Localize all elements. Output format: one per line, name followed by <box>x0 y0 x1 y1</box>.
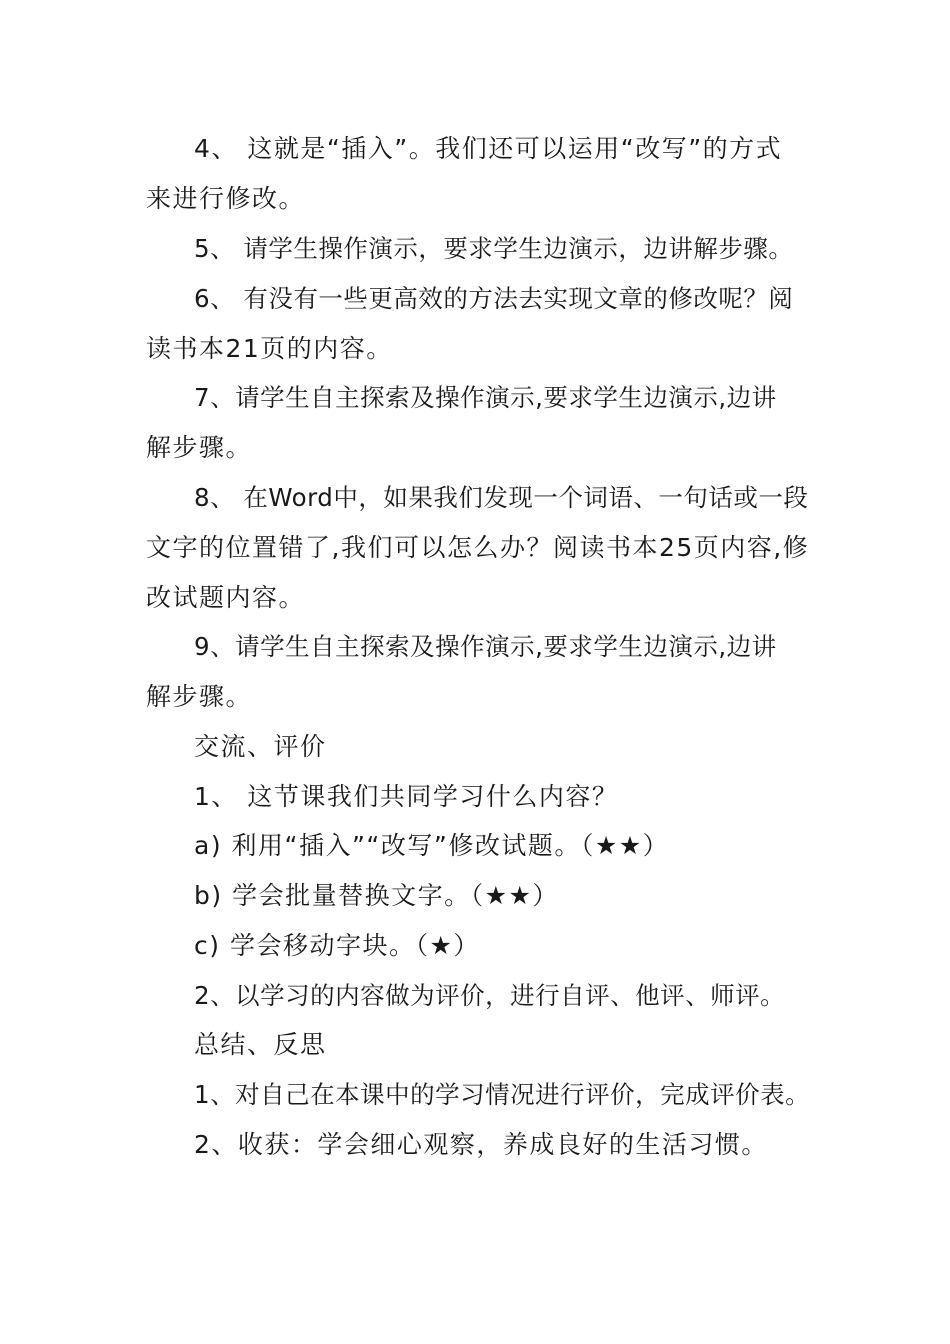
paragraph-line: 读书本21页的内容。 <box>146 334 393 363</box>
paragraph-line: 7、请学生自主探索及操作演示,要求学生边演示,边讲 <box>194 383 777 412</box>
paragraph-line: 6、 有没有一些更高效的方法去实现文章的修改呢？阅 <box>194 284 794 313</box>
paragraph-line: 5、 请学生操作演示，要求学生边演示，边讲解步骤。 <box>194 234 794 263</box>
section-heading: 总结、反思 <box>194 1030 327 1059</box>
list-item: c) 学会移动字块。（★） <box>194 931 480 960</box>
paragraph-line: 解步骤。 <box>146 682 253 711</box>
list-item: b) 学会批量替换文字。（★★） <box>194 881 559 910</box>
paragraph-line: 来进行修改。 <box>146 184 306 213</box>
paragraph-line: 解步骤。 <box>146 433 253 462</box>
list-item: a) 利用“插入”“改写”修改试题。（★★） <box>194 831 670 860</box>
paragraph-line: 9、请学生自主探索及操作演示,要求学生边演示,边讲 <box>194 632 777 661</box>
section-heading: 交流、评价 <box>194 732 327 761</box>
paragraph-line: 4、 这就是“插入”。我们还可以运用“改写”的方式 <box>194 134 783 163</box>
paragraph-line: 1、对自己在本课中的学习情况进行评价，完成评价表。 <box>194 1080 811 1109</box>
paragraph-line: 改试题内容。 <box>146 583 306 612</box>
paragraph-line: 文字的位置错了,我们可以怎么办？阅读书本25页内容,修 <box>146 533 810 562</box>
paragraph-line: 1、 这节课我们共同学习什么内容？ <box>194 782 619 811</box>
paragraph-line: 2、收获：学会细心观察，养成良好的生活习惯。 <box>194 1130 768 1159</box>
paragraph-line: 2、以学习的内容做为评价，进行自评、他评、师评。 <box>194 981 786 1010</box>
paragraph-line: 8、 在Word中，如果我们发现一个词语、一句话或一段 <box>194 483 809 512</box>
